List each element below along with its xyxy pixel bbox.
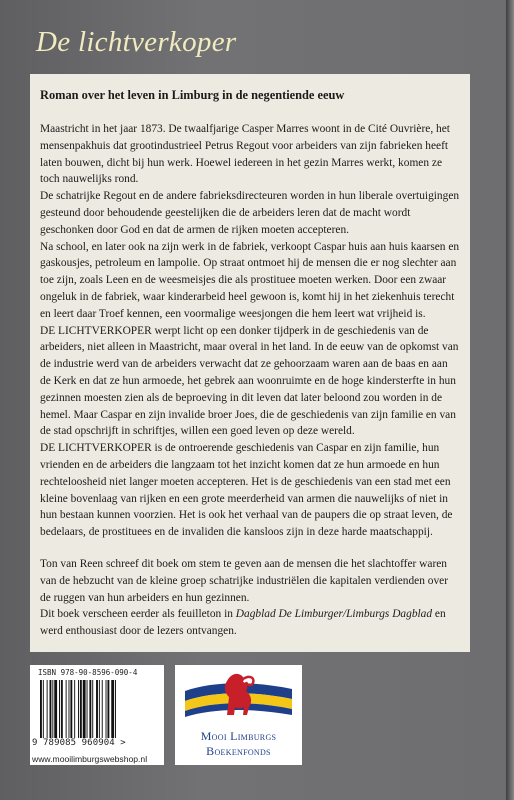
barcode-bars	[40, 680, 156, 738]
barcode-bar	[61, 680, 63, 738]
webshop-url[interactable]: www.mooilimburgswebshop.nl	[30, 753, 164, 765]
publisher-logo	[175, 665, 302, 765]
publisher-name-line2: Boekenfonds	[206, 744, 271, 758]
blurb-paragraph: DE LICHTVERKOPER is de ontroerende geschiedenis van Caspar en zijn familie, hun vrienden en de arbeiders die langzaam tot het inzicht komen dat ze hun armoede en hun rechteloosheid niet langer moeten accepteren. Het is de geschiedenis van een stad met een kleine bovenlaag van rijken en een grote meerderheid van armen die nauwelijks of niet in hun bestaan kunnen voorzien. Het is ook het verhaal van de paupers die op straat leven, de bedelaars, de prostituees en de invaliden die kansloos zijn in deze harde maatschappij.	[40, 442, 453, 539]
blurb-paragraph: Na school, en later ook na zijn werk in de fabriek, verkoopt Caspar huis aan huis kaarsen en gaskousjes, petroleum en lampolie. Op straat ontmoet hij de mensen die er nog slechter aan toe zijn, zoals Leen en de weesmeisjes die als prostituee moeten werken. Door een zwaar ongeluk in de fabriek, waar kinderarbeid heel gewoon is, komt hij in het ziekenhuis terecht en leert daar Troef kennen, een voormalige weesjongen die hem leert wat vrijheid is.	[40, 240, 460, 320]
blurb-panel	[30, 74, 470, 652]
blurb-text	[40, 121, 460, 640]
barcode-bar	[115, 680, 116, 738]
barcode-bar	[111, 680, 114, 738]
barcode-bar	[96, 680, 98, 738]
barcode-bar	[106, 680, 107, 738]
barcode-bar	[66, 680, 67, 738]
barcode-bar	[52, 680, 53, 738]
publication-note-end: en werd enthousiast door de lezers ontvangen.	[40, 608, 446, 638]
book-subtitle: Roman over het leven in Limburg in de negentiende eeuw	[40, 88, 345, 102]
book-title: De lichtverkoper	[36, 26, 237, 58]
barcode-bar	[80, 680, 82, 738]
blurb-paragraph: Maastricht in het jaar 1873. De twaalfjarige Casper Marres woont in de Cité Ouvrière, het mensenpakhuis dat grootindustrieel Petrus Regout voor arbeiders van zijn fabrieken heeft laten bouwen, dicht bij hun werk. Hoewel iedereen in het gezin Marres werkt, komen ze toch nauwelijks rond.	[40, 123, 450, 186]
barcode-bar	[69, 680, 70, 738]
barcode-bar	[43, 680, 44, 738]
barcode	[30, 665, 164, 753]
barcode-bar	[87, 680, 88, 738]
newspaper-name: Dagblad De Limburger/Limburgs Dagblad	[235, 608, 433, 621]
author-note: Ton van Reen schreef dit boek om stem te geven aan de mensen die het slachtoffer waren van de hebzucht van de kleine groep schatrijke industriëlen die kapitalen verdienden over de ruggen van hun arbeiders en hun gezinnen.	[40, 557, 449, 604]
barcode-bar	[40, 680, 42, 738]
barcode-bar	[54, 680, 57, 738]
barcode-bar	[102, 680, 103, 738]
barcode-bar	[74, 680, 75, 738]
publisher-name-line1: Mooi Limburgs	[200, 729, 277, 743]
barcode-bar	[83, 680, 86, 738]
lion-flag-icon	[183, 669, 294, 727]
barcode-bar	[92, 680, 93, 738]
barcode-digits: 9 789085 960904 >	[32, 738, 126, 748]
barcode-bar	[50, 680, 52, 738]
barcode-bar	[70, 680, 72, 738]
blurb-paragraph: De schatrijke Regout en de andere fabrieksdirecteuren worden in hun liberale overtuigingen gesteund door behoudende geestelijken die de arbeiders leren dat de macht wordt geschonken door God en dat de armen de rijken moeten accepteren.	[40, 190, 460, 236]
publication-note-start: Dit boek verscheen eerder als feuilleton in	[40, 608, 236, 621]
spine-edge	[506, 0, 514, 800]
barcode-bar	[47, 680, 48, 738]
barcode-bar	[99, 680, 100, 738]
publication-note	[40, 606, 460, 640]
barcode-bar	[89, 680, 91, 738]
barcode-bar	[107, 680, 109, 738]
isbn-label: ISBN 978-90-8596-090-4	[38, 668, 138, 677]
barcode-bar	[78, 680, 79, 738]
barcode-bar	[59, 680, 60, 738]
blurb-paragraph: DE LICHTVERKOPER werpt licht op een donker tijdperk in de geschiedenis van de arbeiders, niet alleen in Maastricht, maar overal in het land. In de eeuw van de opkomst van de industrie werd van de arbeiders verwacht dat ze gehoorzaam waren aan de baas en aan de Kerk en dat ze hun armoede, het gebrek aan woonruimte en de hoge kindersterfte in hun gezinnen moesten zien als de beproeving in dit leven dat later beloond zou worden in de hemel. Maar Caspar en zijn invalide broer Joes, die de geschiedenis van zijn familie en van de stad opschrijft in schriftjes, willen een goed leven op deze wereld.	[40, 324, 459, 438]
